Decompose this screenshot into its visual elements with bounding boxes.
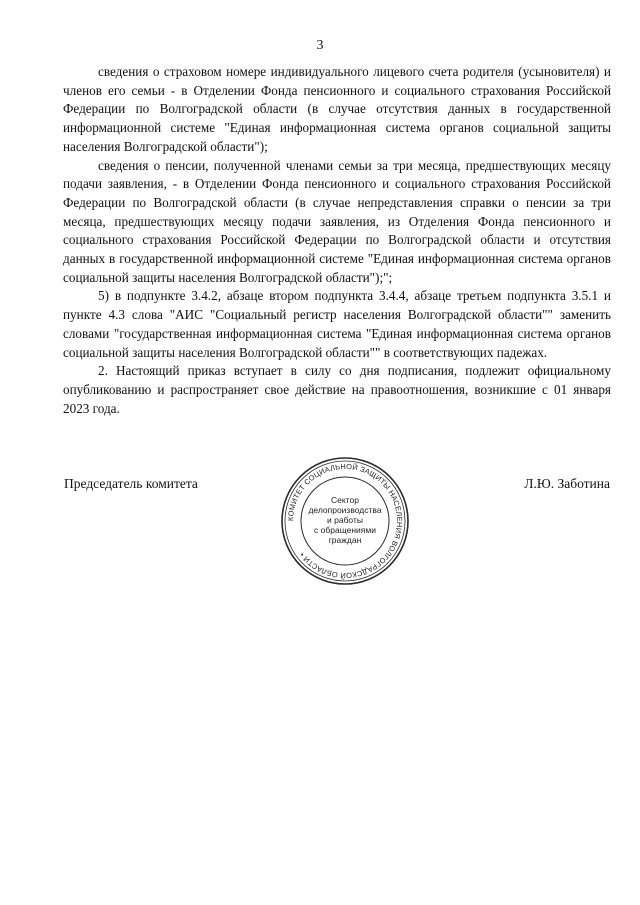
official-stamp bbox=[279, 455, 411, 587]
svg-text:граждан: граждан bbox=[328, 535, 362, 545]
paragraph-effective-date: 2. Настоящий приказ вступает в силу со дня подписания, подлежит официальному опубликованию и распространяет свое действие на правоотношения, возникшие с 01 января 2023 года. bbox=[63, 363, 611, 416]
paragraph-snils-info: сведения о страховом номере индивидуального лицевого счета родителя (усыновителя) и членов его семьи - в Отделении Фонда пенсионного и социального страхования Российской Федерации по Волгоградской области (в случае отсутствия данных в государственной информационной системе "Единая информационная система органов социальной защиты населения Волгоградской области"); bbox=[63, 64, 611, 154]
signatory-name: Л.Ю. Заботина bbox=[524, 476, 610, 491]
paragraph-amendment-5: 5) в подпункте 3.4.2, абзаце втором подпункта 3.4.4, абзаце третьем подпункта 3.5.1 и пункте 4.3 слова "АИС "Социальный регистр населения Волгоградской области"" заменить словами "государственная информационная система "Единая информационная система органов социальной защиты населения Волгоградской области"" в соответствующих падежах. bbox=[63, 288, 611, 360]
svg-text:с обращениями: с обращениями bbox=[314, 525, 376, 535]
svg-text:КОМИТЕТ СОЦИАЛЬНОЙ ЗАЩИТЫ НАСЕ: КОМИТЕТ СОЦИАЛЬНОЙ ЗАЩИТЫ НАСЕЛЕНИЯ ВОЛГОГРАДСКОЙ ОБЛАСТИ • bbox=[285, 461, 405, 581]
svg-text:Сектор: Сектор bbox=[331, 495, 359, 505]
page-number: 3 bbox=[316, 38, 324, 53]
signatory-position: Председатель комитета bbox=[64, 476, 198, 491]
svg-text:делопроизводства: делопроизводства bbox=[308, 505, 382, 515]
paragraph-pension-info: сведения о пенсии, полученной членами семьи за три месяца, предшествующих месяцу подачи заявления, - в Отделении Фонда пенсионного и социального страхования Российской Федерации по Волгоградской области (в случае непредставления справки о пенсии за три месяца, предшествующих месяцу подачи заявления, из Отделения Фонда пенсионного и социального страхования Российской Федерации по Волгоградской области и отсутствия данных в государственной информационной системе "Единая информационная система органов социальной защиты населения Волгоградской области");"; bbox=[63, 157, 611, 285]
svg-text:и работы: и работы bbox=[327, 515, 363, 525]
